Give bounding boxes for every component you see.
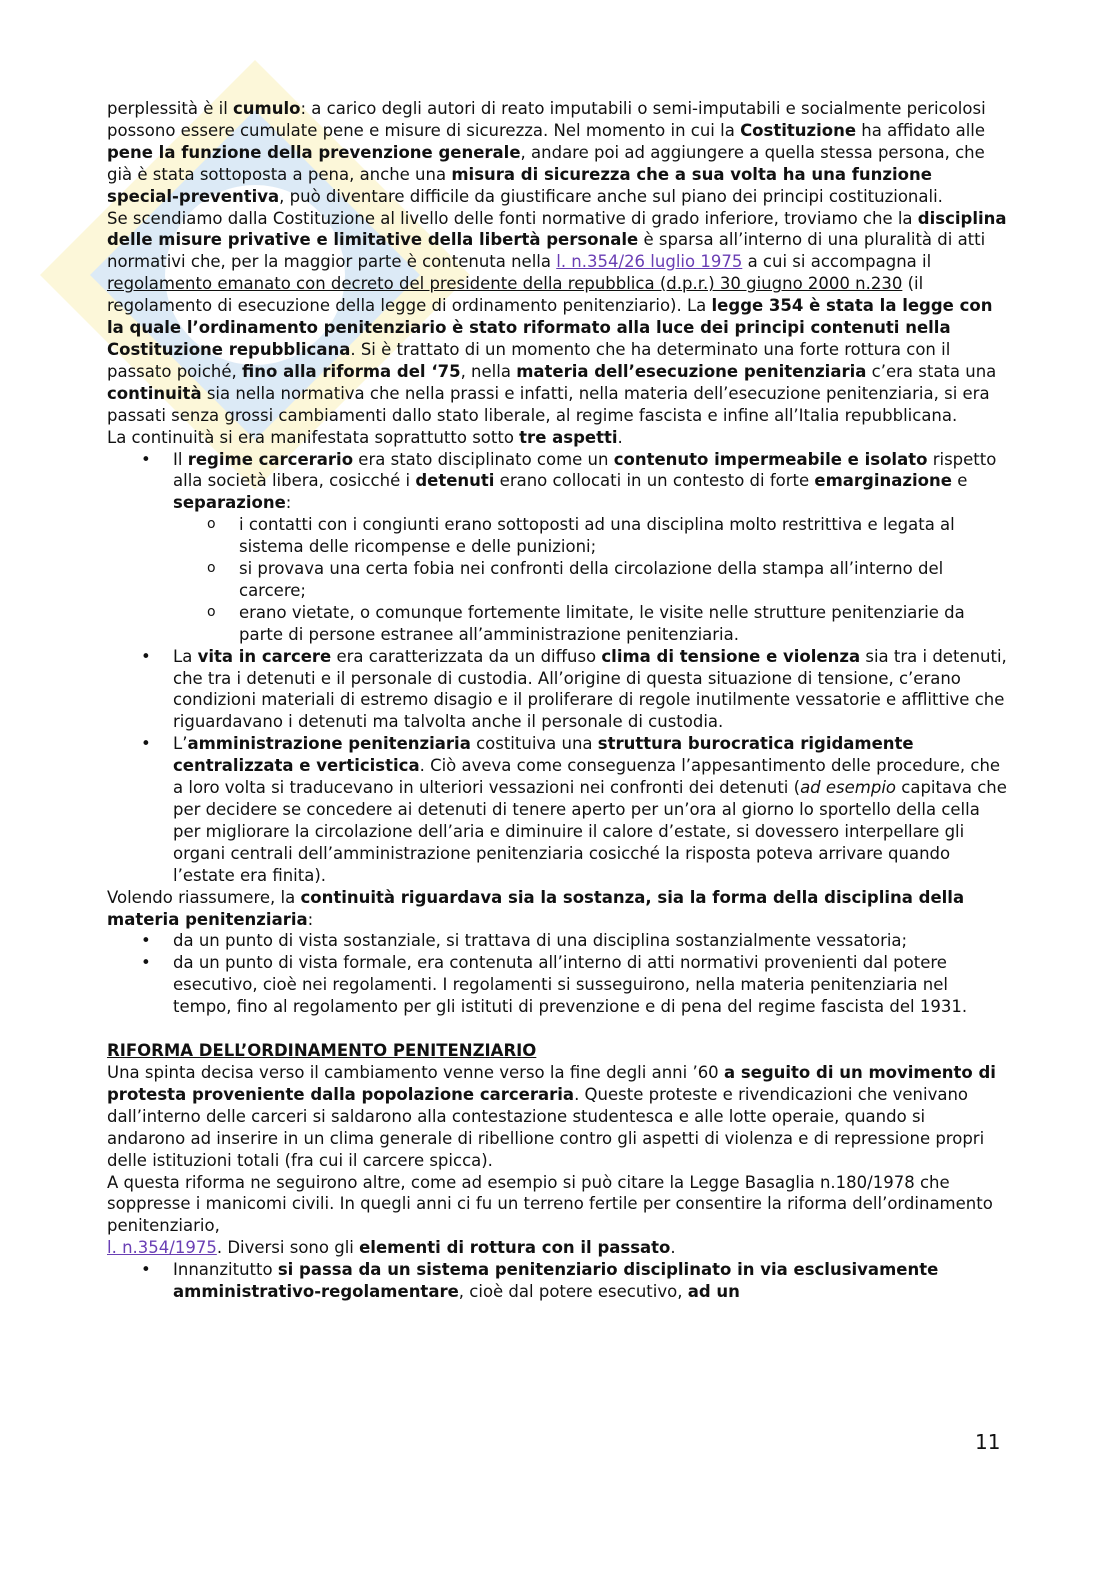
paragraph-riassumere: Volendo riassumere, la continuità riguardava sia la sostanza, sia la forma della disciplina della materia penitenziaria: (107, 887, 965, 929)
paragraph-fonti-normative: Se scendiamo dalla Costituzione al livello delle fonti normative di grado inferiore, troviamo che la disciplina delle misure privative e limitative della libertà personale è sparsa all’interno di una pluralità di atti normativi che, per la maggior parte è contenuta nella l. n.354/26 luglio 1975 a cui si accompagna il regolamento emanato con decreto del presidente della repubblica (d.p.r.) 30 giugno 2000 n.230 (il regolamento di esecuzione della legge di ordinamento penitenziario). La legge 354 è stata la legge con la quale l’ordinamento penitenziario è stato riformato alla luce dei principi contenuti nella Costituzione repubblicana. Si è trattato di un momento che ha determinato una forte rottura con il passato poiché, fino alla riforma del ‘75, nella materia dell’esecuzione penitenziaria c’era stata una continuità sia nella normativa che nella prassi e infatti, nella materia dell’esecuzione penitenziaria, si era passati senza grossi cambiamenti dallo stato liberale, al regime fascista e infine all’Italia repubblicana. (107, 208, 1007, 425)
law-354-1975-short-link[interactable]: l. n.354/1975 (107, 1238, 217, 1258)
document-page (107, 98, 1007, 1303)
bullet-icon: • (141, 1260, 151, 1280)
law-354-1975-link[interactable]: l. n.354/26 luglio 1975 (556, 252, 743, 272)
list-item: • Il regime carcerario era stato disciplinato come un contenuto impermeabile e isolato rispetto alla società libera, cosicché i detenuti erano collocati in un contesto di forte emarginazione e separazione: o i contatti con i congiunti erano sottoposti ad una disciplina molto restrittiva e legata al sistema delle ricompense e delle punizioni; o si provava una certa fobia nei confronti della circolazione della stampa all’interno del carcere; o erano vietate, o comunque fortemente limitate, le visite nelle strutture penitenziarie da parte di persone estranee all’amministrazione penitenziaria. (107, 449, 1007, 646)
list-item: • da un punto di vista sostanziale, si trattava di una disciplina sostanzialmente vessatoria; (141, 931, 908, 951)
sub-list (173, 514, 1007, 645)
list-item: • L’amministrazione penitenziaria costituiva una struttura burocratica rigidamente centralizzata e verticistica. Ciò aveva come conseguenza l’appesantimento delle procedure, che a loro volta si traducevano in ulteriori vessazioni nei confronti dei detenuti (ad esempio capitava che per decidere se concedere ai detenuti di tenere aperto per un’ora al giorno lo sportello della cella per migliorare la circolazione dell’aria e diminuire il calore d’estate, si dovessero interpellare gli organi centrali dell’amministrazione penitenziaria cosicché la risposta poteva arrivare quando l’estate era finita). (141, 734, 1007, 885)
paragraph-spinta: Una spinta decisa verso il cambiamento venne verso la fine degli anni ’60 a seguito di un movimento di protesta proveniente dalla popolazione carceraria. Queste proteste e rivendicazioni che venivano dall’interno delle carceri si saldarono alla contestazione studentesca e alle lotte operaie, quando si andarono ad inserire in un clima generale di ribellione contro gli aspetti di violenza e di repressione propri delle istituzioni totali (fra cui il carcere spicca). (107, 1062, 996, 1170)
sub-list-item: o erano vietate, o comunque fortemente limitate, le visite nelle strutture penitenziarie da parte di persone estranee all’amministrazione penitenziaria. (207, 602, 965, 644)
rottura-list (107, 1259, 1007, 1303)
summary-list (107, 930, 1007, 1018)
bullet-icon: • (141, 953, 151, 973)
aspects-list (107, 449, 1007, 887)
list-item: • Innanzitutto si passa da un sistema penitenziario disciplinato in via esclusivamente amministrativo-regolamentare, cioè dal potere esecutivo, ad un (141, 1260, 939, 1302)
paragraph-basaglia: A questa riforma ne seguirono altre, come ad esempio si può citare la Legge Basaglia n.180/1978 che soppresse i manicomi civili. In quegli anni ci fu un terreno fertile per consentire la riforma dell’ordinamento penitenziario, (107, 1172, 993, 1236)
bullet-icon: • (141, 931, 151, 951)
paragraph-tre-aspetti: La continuità si era manifestata soprattutto sotto tre aspetti. (107, 427, 623, 447)
paragraph-cumulo: perplessità è il cumulo: a carico degli autori di reato imputabili o semi-imputabili e socialmente pericolosi possono essere cumulate pene e misure di sicurezza. Nel momento in cui la Costituzione ha affidato alle pene la funzione della prevenzione generale, andare poi ad aggiungere a quella stessa persona, che già è stata sottoposta a pena, anche una misura di sicurezza che a sua volta ha una funzione special-preventiva, può diventare difficile da giustificare anche sul piano dei principi costituzionali. (107, 99, 986, 206)
circle-bullet-icon: o (207, 603, 216, 620)
section-heading: RIFORMA DELL’ORDINAMENTO PENITENZIARIO (107, 1041, 537, 1061)
list-item: • La vita in carcere era caratterizzata da un diffuso clima di tensione e violenza sia tra i detenuti, che tra i detenuti e il personale di custodia. All’origine di questa situazione di tensione, c’erano condizioni materiali di estremo disagio e il proliferare di regole inutilmente vessatorie e afflittive che riguardavano i detenuti ma talvolta anche il personale di custodia. (141, 646, 1007, 732)
page-number: 11 (975, 1430, 1001, 1454)
list-item: • da un punto di vista formale, era contenuta all’interno di atti normativi provenienti dal potere esecutivo, cioè nei regolamenti. I regolamenti si susseguirono, nella materia penitenziaria nel tempo, fino al regolamento per gli istituti di prevenzione e di pena del regime fascista del 1931. (141, 953, 968, 1017)
circle-bullet-icon: o (207, 560, 216, 577)
circle-bullet-icon: o (207, 516, 216, 533)
bullet-icon: • (141, 449, 151, 469)
sub-list-item: o si provava una certa fobia nei confronti della circolazione della stampa all’interno del carcere; (207, 559, 944, 600)
bullet-icon: • (141, 646, 151, 666)
bullet-icon: • (141, 734, 151, 754)
sub-list-item: o i contatti con i congiunti erano sottoposti ad una disciplina molto restrittiva e legata al sistema delle ricompense e delle punizioni; (207, 515, 955, 557)
paragraph-rottura: l. n.354/1975. Diversi sono gli elementi di rottura con il passato. (107, 1238, 676, 1258)
